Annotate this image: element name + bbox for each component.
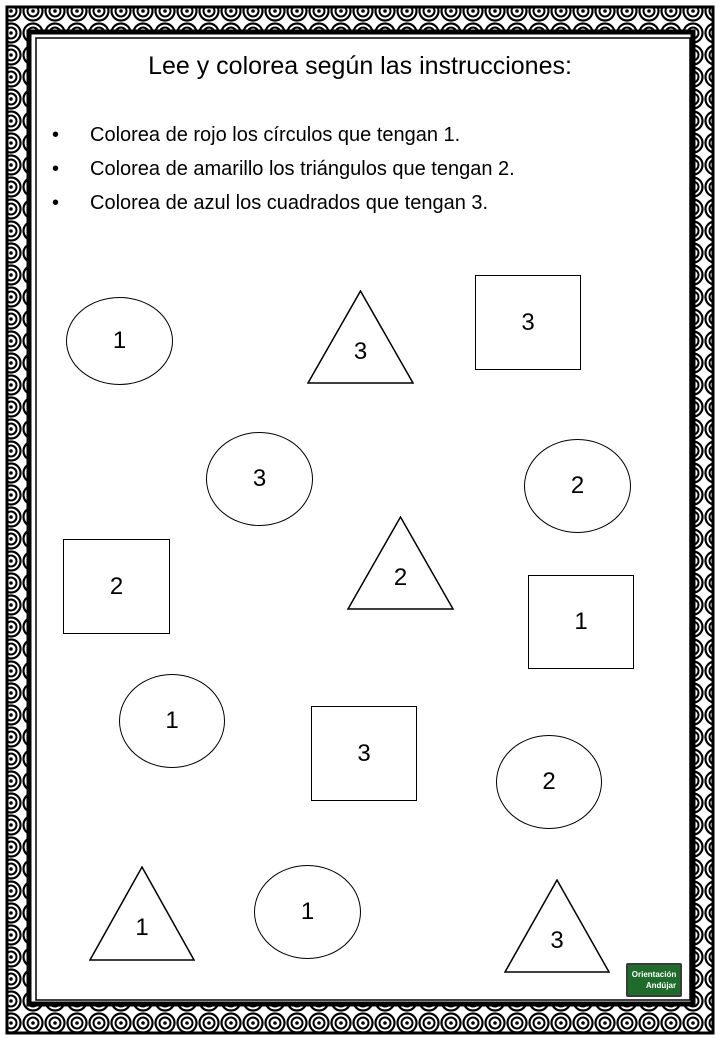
circle-shape (119, 674, 225, 768)
instruction-yellow-triangles: • Colorea de amarillo los triángulos que tengan 2. (52, 152, 515, 186)
logo-line-1: Orientación (631, 970, 677, 979)
circle-shape (66, 297, 173, 385)
square-shape (311, 706, 417, 801)
square-shape (63, 539, 170, 634)
circle-shape (496, 735, 602, 829)
square-shape (528, 575, 634, 669)
shape-number: 2 (393, 563, 408, 591)
circle-shape (206, 432, 313, 526)
triangle-shape (89, 866, 195, 961)
shape-number: 3 (550, 926, 564, 954)
shape-number: 1 (574, 608, 588, 635)
logo-line-2: Andújar (645, 981, 677, 990)
shape-number: 3 (252, 465, 267, 492)
circle-shape (254, 865, 361, 959)
triangle-shape (347, 516, 454, 610)
shape-number: 1 (300, 898, 315, 925)
triangle-shape (307, 290, 414, 384)
shape-number: 3 (357, 739, 371, 767)
shape-number: 1 (135, 914, 149, 942)
triangle-shape (504, 879, 610, 973)
shape-number: 2 (109, 572, 124, 600)
shape-number: 2 (542, 768, 556, 795)
shape-number: 2 (570, 472, 585, 499)
shape-number: 1 (165, 707, 179, 734)
orientacion-andujar-logo (626, 963, 682, 997)
shape-number: 3 (521, 308, 535, 336)
instruction-blue-squares: • Colorea de azul los cuadrados que tengan 3. (52, 186, 515, 220)
circle-shape (524, 439, 631, 533)
shape-number: 1 (112, 327, 127, 354)
instruction-red-circles: • Colorea de rojo los círculos que tengan 1. (52, 118, 515, 152)
shape-number: 3 (353, 337, 368, 365)
page-title: Lee y colorea según las instrucciones: (148, 52, 572, 80)
square-shape (475, 275, 581, 370)
instructions-list (52, 118, 515, 220)
